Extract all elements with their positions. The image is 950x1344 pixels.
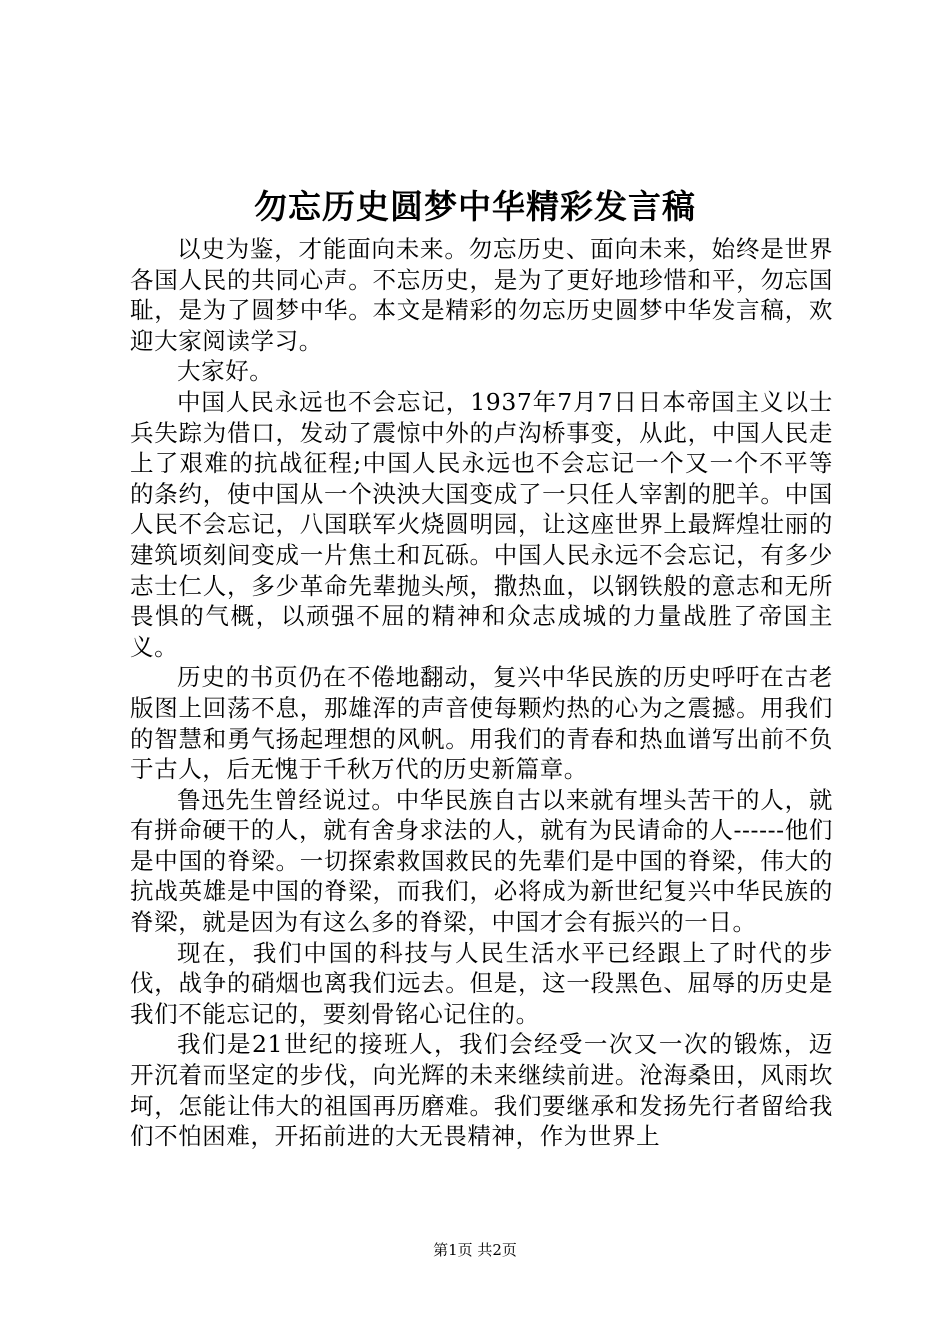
paragraph-revival: 历史的书页仍在不倦地翻动，复兴中华民族的历史呼吁在古老版图上回荡不息，那雄浑的声音使每颗灼热的心为之震撼。用我们的智慧和勇气扬起理想的风帆。用我们的青春和热血谱写出前不负于古人，后无愧于千秋万代的历史新篇章。 (130, 663, 833, 784)
page-footer: 第1页 共2页 (433, 1241, 517, 1259)
document-body (130, 234, 833, 1152)
document-title: 勿忘历史圆梦中华精彩发言稿 (254, 187, 696, 226)
paragraph-successors: 我们是21世纪的接班人，我们会经受一次又一次的锻炼，迈开沉着而坚定的步伐，向光辉的未来继续前进。沧海桑田，风雨坎坷，怎能让伟大的祖国再历磨难。我们要继承和发扬先行者留给我们不怕困难，开拓前进的大无畏精神，作为世界上 (130, 1030, 833, 1151)
paragraph-luxun: 鲁迅先生曾经说过。中华民族自古以来就有埋头苦干的人，就有拼命硬干的人，就有舍身求法的人，就有为民请命的人------他们是中国的脊梁。一切探索救国救民的先辈们是中国的脊梁，伟大的抗战英雄是中国的脊梁，而我们，必将成为新世纪复兴中华民族的脊梁，就是因为有这么多的脊梁，中国才会有振兴的一日。 (130, 785, 833, 937)
paragraph-intro: 以史为鉴，才能面向未来。勿忘历史、面向未来，始终是世界各国人民的共同心声。不忘历史，是为了更好地珍惜和平，勿忘国耻，是为了圆梦中华。本文是精彩的勿忘历史圆梦中华发言稿，欢迎大家阅读学习。 (130, 235, 833, 355)
paragraph-greeting: 大家好。 (177, 357, 274, 386)
paragraph-history: 中国人民永远也不会忘记，1937年7月7日日本帝国主义以士兵失踪为借口，发动了震惊中外的卢沟桥事变，从此，中国人民走上了艰难的抗战征程;中国人民永远也不会忘记一个又一个不平等的条约，使中国从一个泱泱大国变成了一只任人宰割的肥羊。中国人民不会忘记，八国联军火烧圆明园，让这座世界上最辉煌壮丽的建筑顷刻间变成一片焦土和瓦砾。中国人民永远不会忘记，有多少志士仁人，多少革命先辈抛头颅，撒热血，以钢铁般的意志和无所畏惧的气概，以顽强不屈的精神和众志成城的力量战胜了帝国主义。 (130, 387, 833, 661)
paragraph-present: 现在，我们中国的科技与人民生活水平已经跟上了时代的步伐，战争的硝烟也离我们远去。但是，这一段黑色、屈辱的历史是我们不能忘记的，要刻骨铭心记住的。 (130, 938, 833, 1028)
